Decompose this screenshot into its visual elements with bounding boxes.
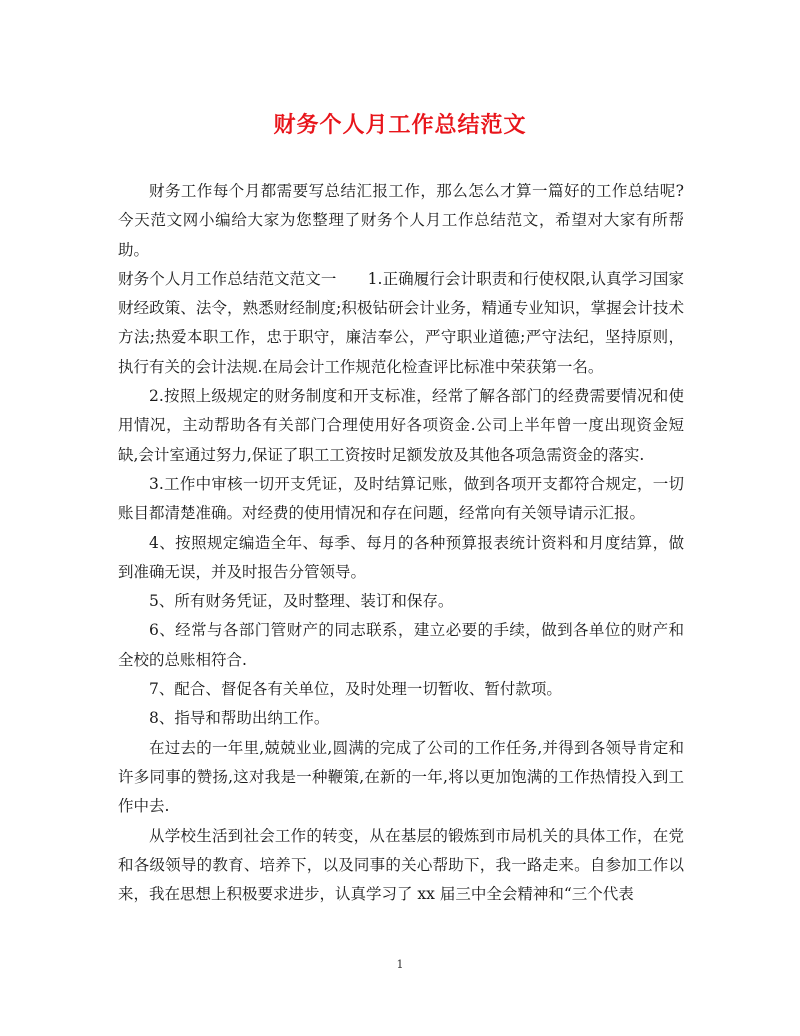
page-number: 1 [396, 958, 404, 971]
paragraph-item-3: 3.工作中审核一切开支凭证，及时结算记账，做到各项开支都符合规定，一切账目都清楚准确。对经费的使用情况和存在问题，经常向有关领导请示汇报。 [118, 474, 684, 523]
paragraph-item-8: 8、指导和帮助出纳工作。 [149, 709, 330, 728]
paragraph-item-4: 4、按照规定编造全年、每季、每月的各种预算报表统计资料和月度结算，做到准确无误，并及时报告分管领导。 [118, 533, 684, 581]
paragraph-item-7: 7、配合、督促各有关单位，及时处理一切暂收、暂付款项。 [149, 680, 562, 699]
paragraph-career: 从学校生活到社会工作的转变，从在基层的锻炼到市局机关的具体工作，在党和各级领导的教育、培养下，以及同事的关心帮助下，我一路走来。自参加工作以来，我在思想上积极要求进步，认真学习了 xx 届三中全会精神和“三个代表 [118, 826, 684, 904]
paragraph-past-year: 在过去的一年里,兢兢业业,圆满的完成了公司的工作任务,并得到各领导肯定和许多同事的赞扬,这对我是一种鞭策,在新的一年,将以更加饱满的工作热情投入到工作中去. [118, 738, 684, 816]
paragraph-item-5: 5、所有财务凭证，及时整理、装订和保存。 [149, 592, 454, 611]
paragraph-item-6: 6、经常与各部门管财产的同志联系，建立必要的手续，做到各单位的财产和全校的总账相符合. [118, 621, 684, 669]
paragraph-intro: 财务工作每个月都需要写总结汇报工作，那么怎么才算一篇好的工作总结呢?今天范文网小编给大家为您整理了财务个人月工作总结范文，希望对大家有所帮助。 [118, 182, 684, 259]
document-body [118, 177, 684, 909]
document-title: 财务个人月工作总结范文 [273, 112, 527, 138]
paragraph-section-one: 财务个人月工作总结范文范文一 1.正确履行会计职责和行使权限,认真学习国家财经政策、法令，熟悉财经制度;积极钻研会计业务，精通专业知识，掌握会计技术方法;热爱本职工作，忠于职守，廉洁奉公，严守职业道德;严守法纪，坚持原则，执行有关的会计法规.在局会计工作规范化检查评比标准中荣获第一名。 [118, 269, 684, 376]
paragraph-item-2: 2.按照上级规定的财务制度和开支标准，经常了解各部门的经费需要情况和使用情况，主动帮助各有关部门合理使用好各项资金.公司上半年曾一度出现资金短缺,会计室通过努力,保证了职工工资按时足额发放及其他各项急需资金的落实. [118, 387, 684, 464]
